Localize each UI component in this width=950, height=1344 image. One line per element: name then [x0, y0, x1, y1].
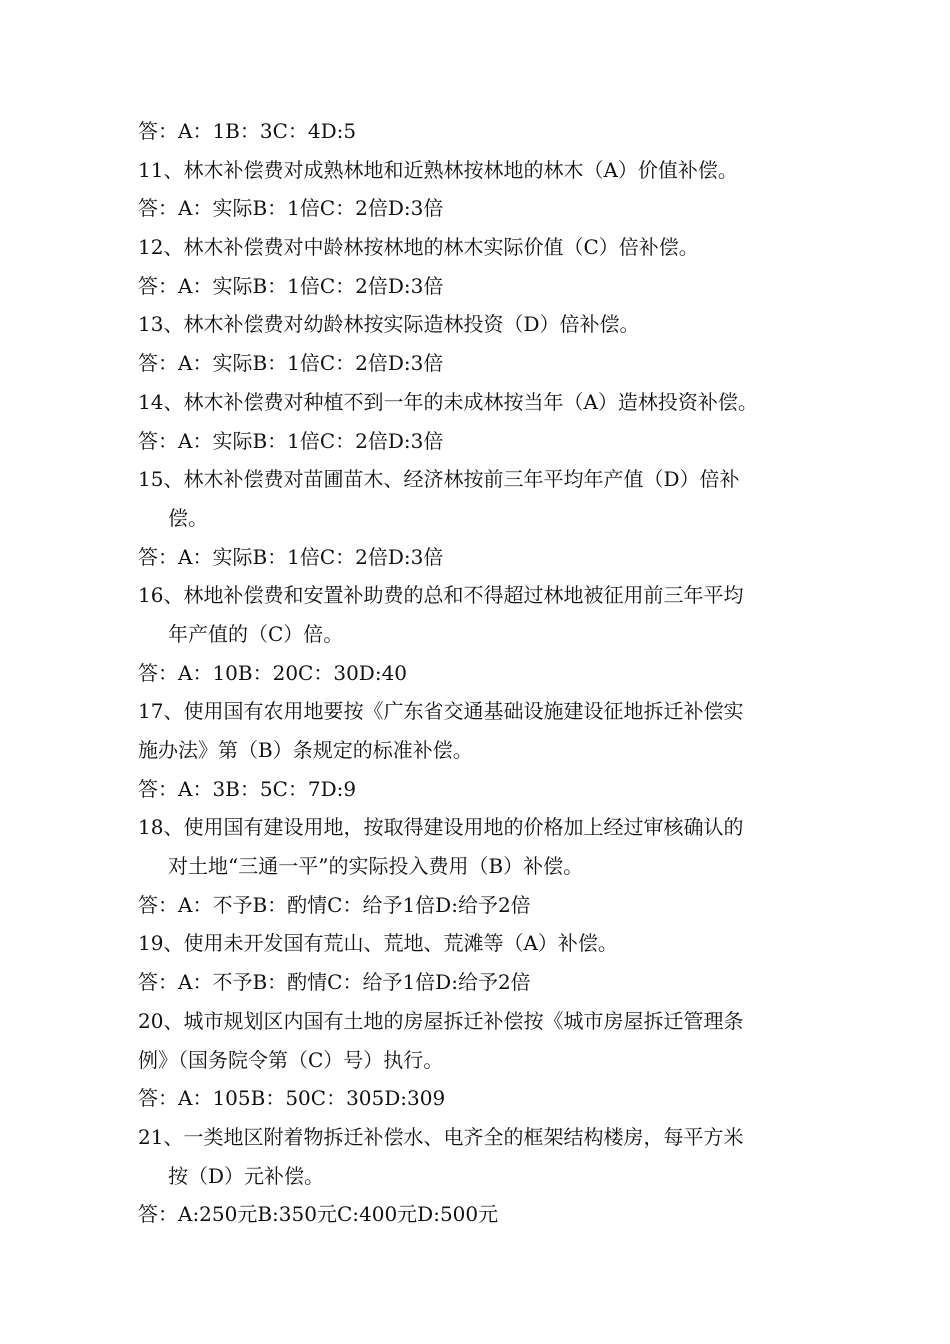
answer-line: 答：A：不予B：酌情C：给予1倍D:给予2倍 [138, 892, 531, 917]
question-14: 14、林木补偿费对种植不到一年的未成林按当年（A）造林投资补偿。 [138, 389, 758, 414]
question-18-continuation: 对土地“三通一平”的实际投入费用（B）补偿。 [168, 854, 584, 879]
question-21: 21、一类地区附着物拆迁补偿水、电齐全的框架结构楼房，每平方米 [138, 1124, 744, 1149]
question-19: 19、使用未开发国有荒山、荒地、荒滩等（A）补偿。 [138, 931, 618, 956]
question-17: 17、使用国有农用地要按《广东省交通基础设施建设征地拆迁补偿实 [138, 699, 744, 724]
question-18: 18、使用国有建设用地，按取得建设用地的价格加上经过审核确认的 [138, 815, 744, 840]
question-17-continuation: 施办法》第（B）条规定的标准补偿。 [138, 738, 473, 762]
question-15: 15、林木补偿费对苗圃苗木、经济林按前三年平均年产值（D）倍补 [138, 467, 740, 492]
answer-line: 答：A：实际B：1倍C：2倍D:3倍 [138, 544, 444, 569]
answer-line: 答：A：实际B：1倍C：2倍D:3倍 [138, 196, 444, 221]
question-16: 16、林地补偿费和安置补助费的总和不得超过林地被征用前三年平均 [138, 583, 744, 608]
question-16-continuation: 年产值的（C）倍。 [168, 621, 344, 646]
question-11: 11、林木补偿费对成熟林地和近熟林按林地的林木（A）价值补偿。 [138, 157, 738, 182]
question-13: 13、林木补偿费对幼龄林按实际造林投资（D）倍补偿。 [138, 312, 640, 337]
answer-line: 答：A：实际B：1倍C：2倍D:3倍 [138, 351, 444, 376]
answer-line: 答：A：10B：20C：30D:40 [138, 660, 408, 685]
question-20: 20、城市规划区内国有土地的房屋拆迁补偿按《城市房屋拆迁管理条 [138, 1008, 744, 1033]
question-15-continuation: 偿。 [168, 505, 208, 530]
answer-line: 答：A:250元B:350元C:400元D:500元 [138, 1202, 499, 1227]
document-body [138, 112, 818, 1234]
question-12: 12、林木补偿费对中龄林按林地的林木实际价值（C）倍补偿。 [138, 235, 699, 260]
answer-line: 答：A：105B：50C：305D:309 [138, 1086, 446, 1111]
question-20-continuation: 例》（国务院令第（C）号）执行。 [138, 1047, 444, 1072]
answer-line: 答：A：不予B：酌情C：给予1倍D:给予2倍 [138, 970, 531, 995]
answer-line: 答：A：1B：3C：4D:5 [138, 119, 357, 143]
answer-line: 答：A：3B：5C：7D:9 [138, 776, 357, 801]
answer-line: 答：A：实际B：1倍C：2倍D:3倍 [138, 428, 444, 453]
answer-line: 答：A：实际B：1倍C：2倍D:3倍 [138, 273, 444, 298]
question-21-continuation: 按（D）元补偿。 [168, 1163, 325, 1188]
